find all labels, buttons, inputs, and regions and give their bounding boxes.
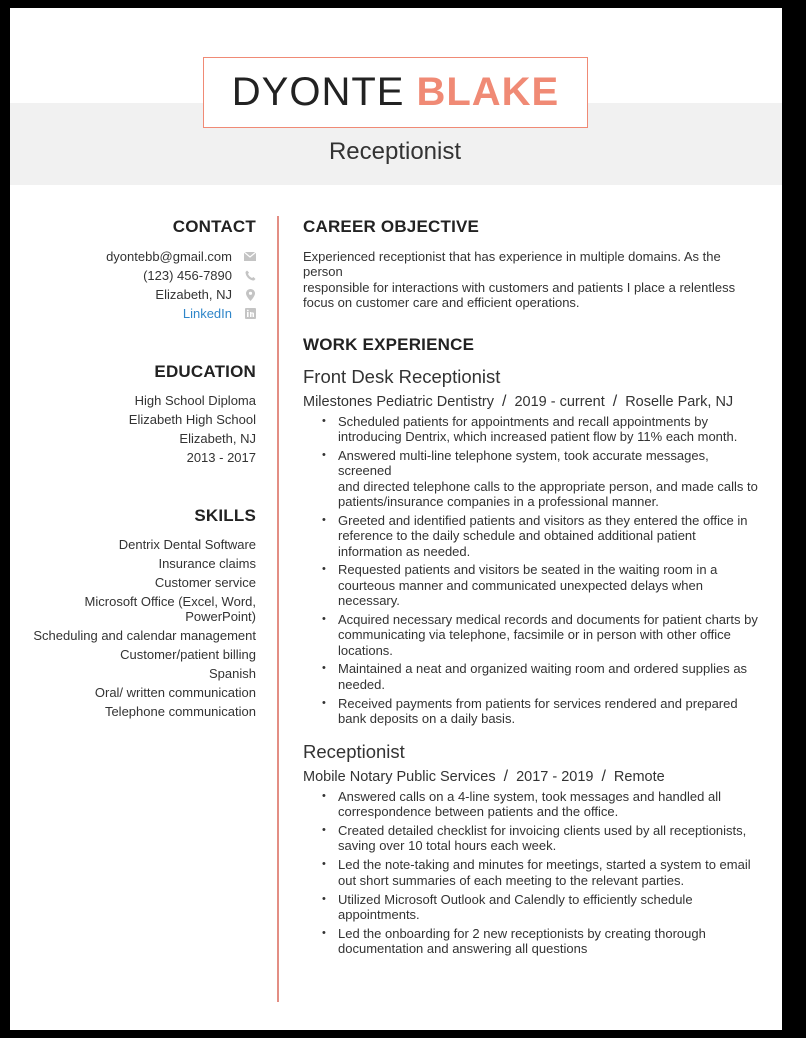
education-line: Elizabeth High School: [128, 412, 256, 427]
objective-text: [303, 249, 763, 310]
column-divider: [277, 216, 279, 1002]
contact-location: [30, 285, 256, 304]
job-meta: Milestones Pediatric Dentistry / 2019 - current / Roselle Park, NJ: [303, 393, 734, 410]
skills-section: [30, 506, 256, 526]
name-box: [203, 57, 588, 128]
education-section: [30, 362, 256, 382]
bullet-item: • Created detailed checklist for invoicing clients used by all receptionists, saving over 10 total hours each week.: [303, 823, 763, 854]
skills-list: [20, 535, 256, 721]
education-list: [30, 391, 256, 467]
experience-heading: WORK EXPERIENCE: [303, 335, 475, 354]
bullet-item: • Led the onboarding for 2 new receptionists by creating thorough documentation and answering all questions: [303, 926, 763, 957]
location-text: Elizabeth, NJ: [155, 287, 232, 302]
job-title: Front Desk Receptionist: [303, 366, 501, 387]
bullet-item: • Maintained a neat and organized waiting room and ordered supplies as needed.: [303, 661, 763, 692]
experience-section: [303, 335, 763, 355]
job-entry: [303, 366, 763, 730]
skill-item: Spanish: [209, 666, 256, 681]
skills-heading: SKILLS: [194, 506, 256, 525]
email-text[interactable]: dyontebb@gmail.com: [106, 249, 232, 264]
contact-section: [30, 217, 256, 237]
education-line: 2013 - 2017: [186, 450, 256, 465]
resume-sheet: [10, 8, 782, 1030]
linkedin-icon: [244, 308, 256, 320]
objective-heading: CAREER OBJECTIVE: [303, 217, 480, 236]
skill-item: Scheduling and calendar management: [33, 628, 256, 643]
bullet-item: • Led the note-taking and minutes for meetings, started a system to email out short summaries of each meeting to the relevant parties.: [303, 857, 763, 888]
objective-line: responsible for interactions with customers and patients I place a relentless: [303, 279, 736, 295]
job-meta: Mobile Notary Public Services / 2017 - 2019 / Remote: [303, 768, 665, 785]
bullet-item: • Answered calls on a 4-line system, took messages and handled all correspondence between patients and the office.: [303, 789, 763, 820]
bullet-item: • Acquired necessary medical records and documents for patient charts by communicating via telephone, facsimile or in person with other office locations.: [303, 612, 763, 658]
bullet-item: • Answered multi-line telephone system, took accurate messages, screened and directed telephone calls to the appropriate person, and made calls to patients/insurance companies in a professional manner.: [303, 448, 763, 509]
education-heading: EDUCATION: [154, 362, 256, 381]
bullet-item: • Requested patients and visitors be seated in the waiting room in a courteous manner and communicated unexpected delays when necessary.: [303, 562, 763, 608]
skill-item: Insurance claims: [158, 556, 256, 571]
linkedin-link[interactable]: LinkedIn: [182, 306, 232, 321]
objective-line: focus on customer care and efficient operations.: [303, 294, 580, 310]
job-bullets: [303, 789, 763, 956]
skill-item: PowerPoint): [185, 609, 256, 624]
objective-section: [303, 217, 763, 237]
job-location: Remote: [613, 769, 665, 785]
skill-item: Oral/ written communication: [94, 685, 256, 700]
job-title: Receptionist: [303, 741, 405, 762]
map-pin-icon: [244, 289, 256, 301]
skill-item: Customer/patient billing: [120, 647, 256, 662]
last-name: BLAKE: [416, 70, 560, 114]
job-company: Milestones Pediatric Dentistry: [303, 394, 494, 410]
skill-item: Telephone communication: [104, 704, 256, 719]
bullet-item: • Greeted and identified patients and visitors as they entered the office in reference to the daily schedule and obtained additional patient information as needed.: [303, 513, 763, 559]
bullet-item: • Received payments from patients for services rendered and prepared bank deposits on a daily basis.: [303, 696, 763, 727]
education-line: High School Diploma: [134, 393, 256, 408]
contact-list: [30, 247, 256, 323]
contact-phone[interactable]: [30, 266, 256, 285]
bullet-item: • Scheduled patients for appointments and recall appointments by introducing Dentrix, which increased patient flow by 11% each month.: [303, 414, 763, 445]
job-company: Mobile Notary Public Services: [303, 769, 496, 785]
skill-item: Microsoft Office (Excel, Word,: [84, 594, 256, 609]
phone-text[interactable]: (123) 456-7890: [143, 268, 232, 283]
objective-line: Experienced receptionist that has experience in multiple domains. As the person: [303, 249, 721, 280]
skill-item: Customer service: [154, 575, 256, 590]
contact-heading: CONTACT: [172, 217, 256, 236]
job-location: Roselle Park, NJ: [625, 394, 734, 410]
skill-item: Dentrix Dental Software: [118, 537, 256, 552]
bullet-item: • Utilized Microsoft Outlook and Calendly to efficiently schedule appointments.: [303, 892, 763, 923]
first-name: DYONTE: [231, 70, 405, 114]
job-dates: 2017 - 2019: [516, 769, 594, 785]
job-bullets: [303, 414, 763, 726]
job-dates: 2019 - current: [514, 394, 605, 410]
job-entry: [303, 741, 763, 960]
phone-icon: [244, 270, 256, 282]
job-role: Receptionist: [328, 138, 462, 165]
contact-email[interactable]: [30, 247, 256, 266]
envelope-icon: [244, 251, 256, 263]
contact-linkedin[interactable]: [30, 304, 256, 323]
education-line: Elizabeth, NJ: [179, 431, 256, 446]
